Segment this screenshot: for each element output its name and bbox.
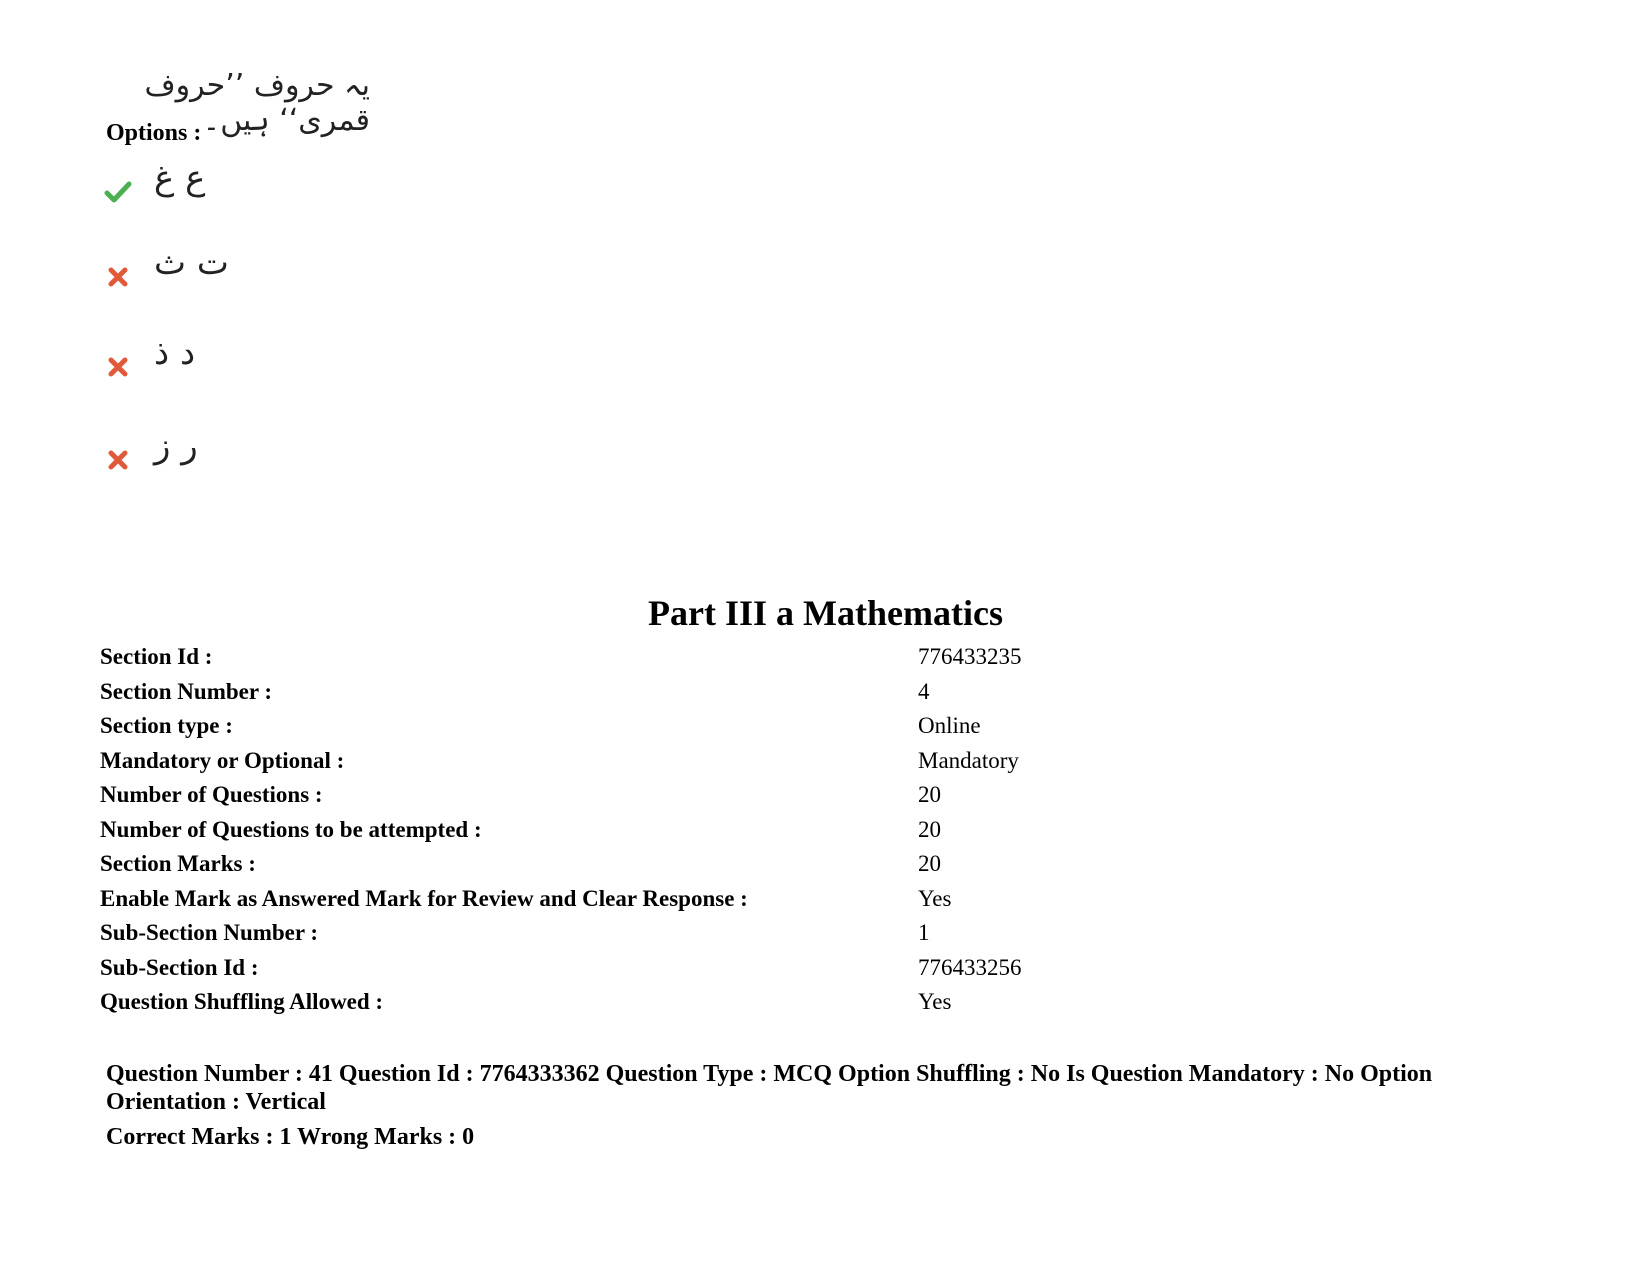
table-row — [100, 778, 1400, 813]
table-row — [100, 709, 1400, 744]
check-icon — [104, 178, 132, 206]
row-label: Mandatory or Optional : — [100, 747, 345, 773]
row-label: Section Id : — [100, 644, 213, 670]
row-value: 1 — [918, 920, 930, 946]
table-row — [100, 847, 1400, 882]
row-value: Online — [918, 713, 981, 739]
row-value: 776433235 — [918, 644, 1022, 670]
table-row — [100, 744, 1400, 779]
row-label: Number of Questions to be attempted : — [100, 816, 482, 842]
option-1 — [104, 160, 404, 220]
row-value: 20 — [918, 851, 941, 877]
row-label: Number of Questions : — [100, 782, 323, 808]
options-heading: Options : — [106, 120, 202, 146]
table-row — [100, 882, 1400, 917]
row-label: Section Number : — [100, 678, 273, 704]
question-meta: Question Number : 41 Question Id : 7764333362 Question Type : MCQ Option Shuffling : No Is Question Mandatory : No Option Orientation : Vertical — [106, 1061, 1433, 1115]
row-value: Mandatory — [918, 747, 1019, 773]
table-row — [100, 951, 1400, 986]
row-label: Question Shuffling Allowed : — [100, 989, 384, 1015]
table-row — [100, 813, 1400, 848]
table-row — [100, 675, 1400, 710]
row-label: Section Marks : — [100, 851, 256, 877]
option-2-text: ت ث — [154, 243, 229, 283]
table-row — [100, 985, 1400, 1020]
row-label: Sub-Section Id : — [100, 954, 259, 980]
row-label: Sub-Section Number : — [100, 920, 319, 946]
row-label: Enable Mark as Answered Mark for Review and Clear Response : — [100, 885, 748, 911]
row-value: 20 — [918, 816, 941, 842]
option-4 — [104, 428, 404, 488]
table-row — [100, 640, 1400, 675]
option-1-text: ع غ — [154, 158, 206, 198]
cross-icon — [104, 263, 132, 291]
cross-icon — [104, 446, 132, 474]
table-row — [100, 916, 1400, 951]
option-3 — [104, 335, 404, 395]
row-value: 20 — [918, 782, 941, 808]
question-marks: Correct Marks : 1 Wrong Marks : 0 — [106, 1124, 475, 1150]
row-label: Section type : — [100, 713, 233, 739]
row-value: 776433256 — [918, 954, 1022, 980]
option-4-text: ر ز — [154, 426, 198, 466]
cross-icon — [104, 353, 132, 381]
row-value: Yes — [918, 885, 952, 911]
option-2 — [104, 245, 404, 305]
question-stem: یہ حروف ’’حروف قمری‘‘ ہیں۔ — [144, 68, 370, 138]
option-3-text: د ذ — [154, 333, 196, 373]
row-value: 4 — [918, 678, 930, 704]
row-value: Yes — [918, 989, 952, 1015]
section-info-table — [100, 640, 1400, 1020]
section-title: Part III a Mathematics — [648, 593, 1003, 633]
